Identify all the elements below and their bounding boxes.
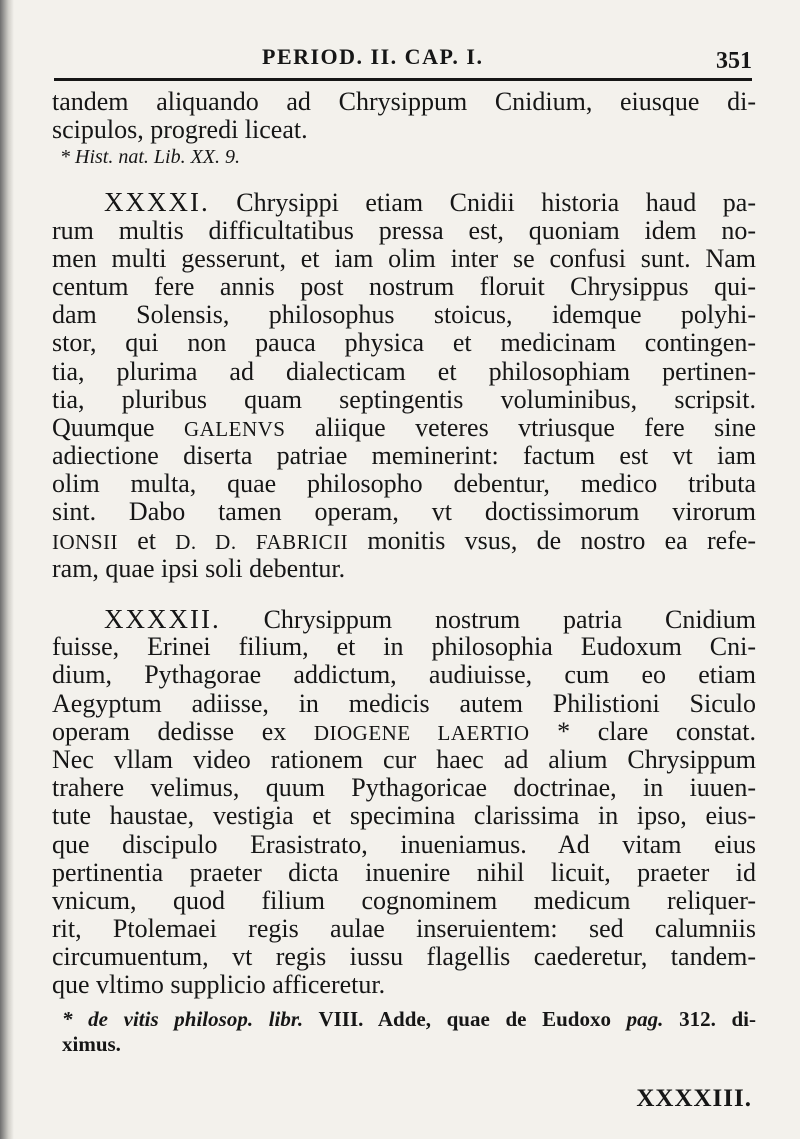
text-line: circumuentum, vt regis iussu flagellis caederetur, tandem- <box>52 942 756 972</box>
text-line: trahere velimus, quum Pythagoricae doctrinae, in iuuen- <box>52 773 756 803</box>
text-span: * clare constat. <box>557 716 757 746</box>
author-name: GALENVS <box>183 416 286 441</box>
text-span: Quumque <box>52 412 155 442</box>
text-span: VIII. Adde, quae de Eudoxo <box>318 1006 611 1031</box>
text-line: scipulos, progredi liceat. <box>52 115 308 145</box>
text-line: vnicum, quod filium cognominem medicum reliquer- <box>52 885 756 915</box>
header-rule <box>54 78 752 81</box>
paragraph-xxxxi <box>52 188 756 583</box>
text-line: dam Solensis, philosophus stoicus, idemque polyhi- <box>52 300 756 330</box>
text-line: pertinentia praeter dicta inuenire nihil licuit, praeter id <box>52 857 756 887</box>
text-line: rum multis difficultatibus pressa est, quoniam idem no- <box>52 215 756 245</box>
text-span: aliique veteres vtriusque fere sine <box>314 412 756 442</box>
text-line: tandem aliquando ad Chrysippum Cnidium, eiusque di- <box>52 87 756 116</box>
text-line: que vltimo supplicio afficeretur. <box>52 970 386 1000</box>
text-line <box>52 605 756 633</box>
text-line: Aegyptum adiisse, in medicis autem Philistioni Siculo <box>52 688 756 718</box>
footnote-reference: * Hist. nat. Lib. XX. 9. <box>60 146 241 169</box>
text-line: ram, quae ipsi soli debentur. <box>52 553 346 583</box>
text-line: que discipulo Erasistrato, inueniamus. Ad vitam eius <box>52 829 756 859</box>
text-span: et <box>137 525 157 555</box>
author-name: FABRICII <box>255 529 349 554</box>
text-line: tute haustae, vestigia et specimina clarissima in ipso, eius- <box>52 801 756 831</box>
paragraph-xxxxii <box>52 605 756 1000</box>
text-span: pag. <box>626 1006 664 1031</box>
body-text <box>52 88 756 1056</box>
text-span: operam dedisse ex <box>52 716 287 746</box>
text-line <box>52 414 756 442</box>
page-number: 351 <box>716 48 752 74</box>
author-name: IONSII <box>52 529 118 554</box>
footnote-line <box>62 1006 756 1032</box>
section-number: XXXXI. <box>104 187 210 218</box>
text-line: olim multa, quae philosopho debentur, medico tributa <box>52 469 756 499</box>
text-span: Chrysippi etiam Cnidii historia haud pa- <box>236 188 756 218</box>
page-gutter-shadow <box>0 0 14 1139</box>
text-line <box>52 188 756 216</box>
author-name: DIOGENE LAERTIO <box>313 720 530 745</box>
text-span: monitis vsus, de nostro ea refe- <box>367 525 757 555</box>
catchword: XXXXIII. <box>636 1085 752 1112</box>
footnote <box>52 1006 756 1056</box>
text-line <box>52 527 756 555</box>
text-span: * de vitis philosop. libr. <box>62 1006 304 1031</box>
text-line: stor, qui non pauca physica et medicinam contingen- <box>52 328 756 358</box>
running-head: PERIOD. II. CAP. I. <box>262 44 484 69</box>
text-span: Chrysippum nostrum patria Cnidium <box>263 605 756 634</box>
text-line: adiectione diserta patriae meminerint: factum est vt iam <box>52 441 756 471</box>
text-line: rit, Ptolemaei regis aulae inseruientem: sed calumniis <box>52 914 756 944</box>
text-span: 312. di- <box>679 1006 757 1031</box>
text-line: Nec vllam video rationem cur haec ad alium Chrysippum <box>52 744 756 774</box>
text-line: tia, pluribus quam septingentis voluminibus, scripsit. <box>52 384 756 414</box>
text-line: sint. Dabo tamen operam, vt doctissimorum virorum <box>52 497 756 527</box>
text-line: men multi gesserunt, et iam olim inter se confusi sunt. Nam <box>52 243 756 273</box>
text-line <box>52 718 756 746</box>
text-line: centum fere annis post nostrum floruit Chrysippus qui- <box>52 271 756 301</box>
text-line: tia, plurima ad dialecticam et philosophiam pertinen- <box>52 356 756 386</box>
footnote-continuation: ximus. <box>62 1031 121 1056</box>
section-number: XXXXII. <box>104 604 221 634</box>
text-line: dium, Pythagorae addictum, audiuisse, cum eo etiam <box>52 660 756 690</box>
author-initials: D. D. <box>175 529 237 554</box>
text-line: fuisse, Erinei filium, et in philosophia Eudoxum Cni- <box>52 632 756 662</box>
